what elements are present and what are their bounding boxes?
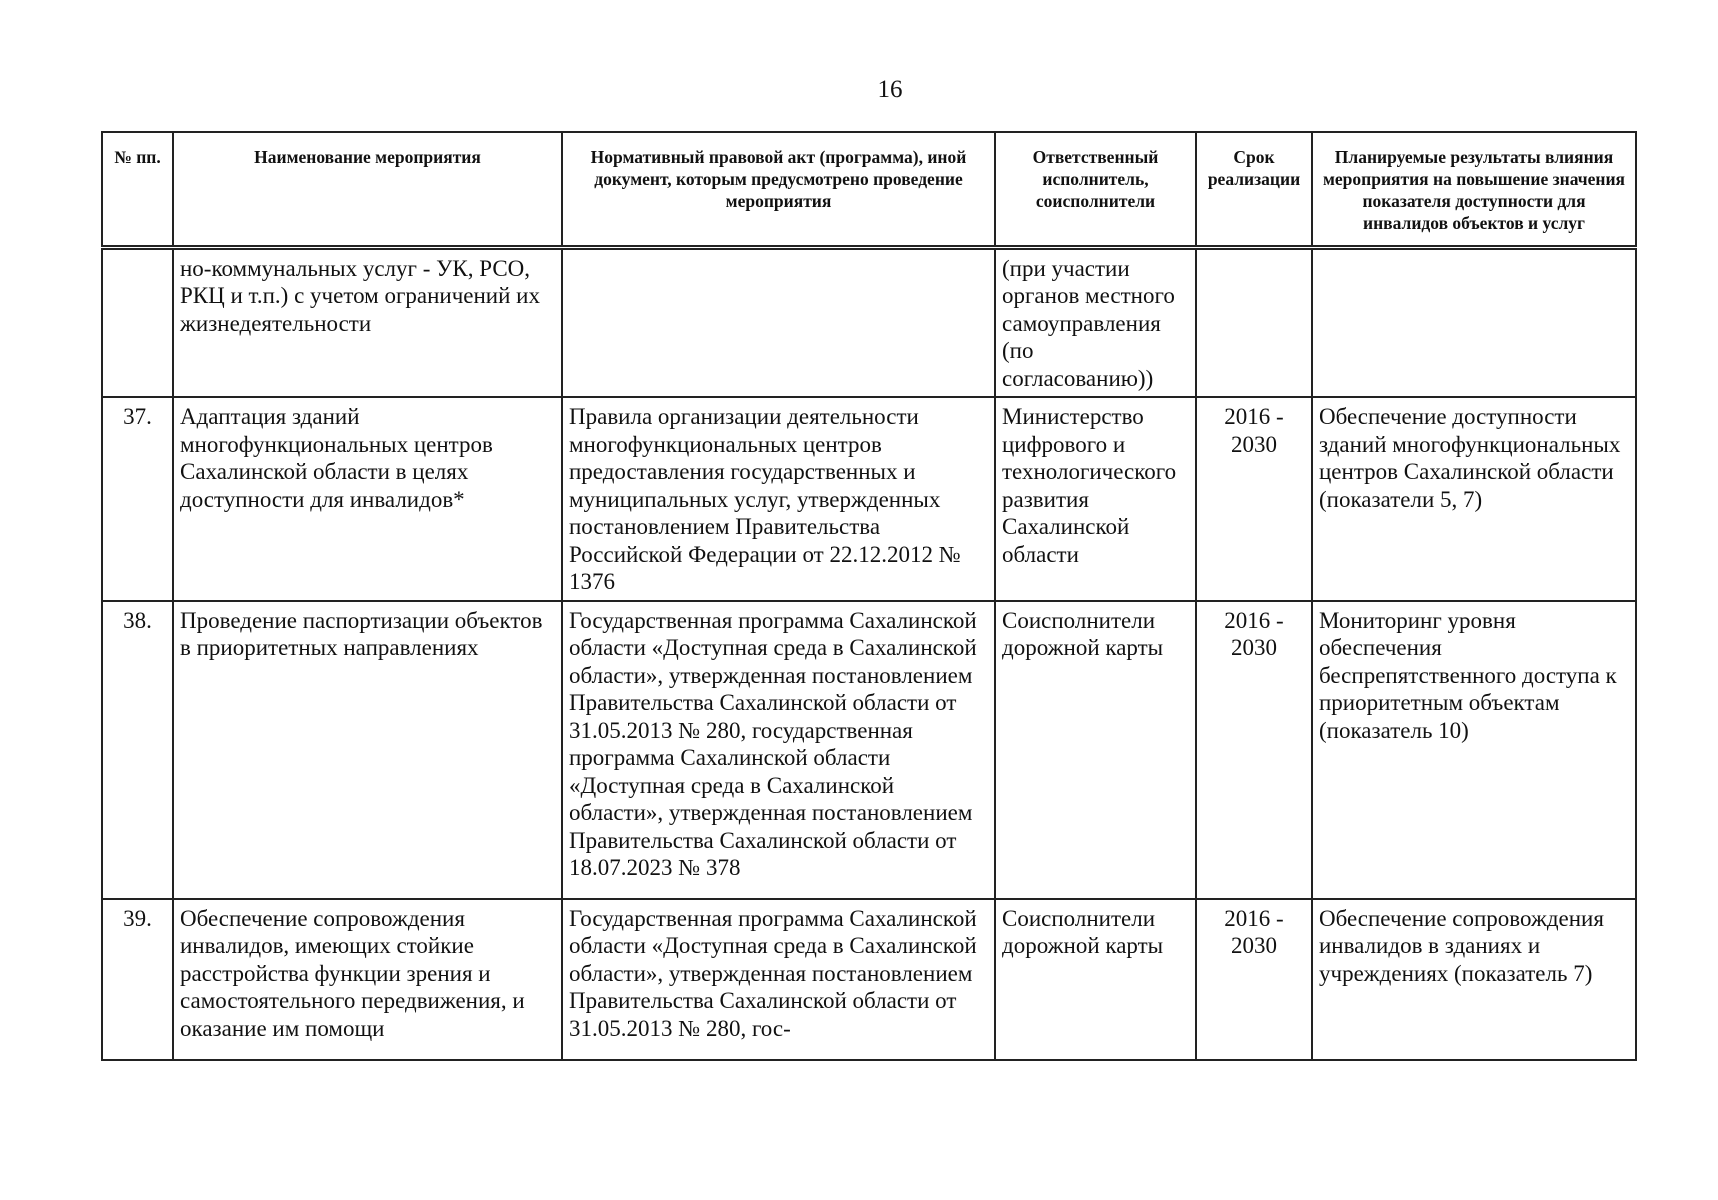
header-name: Наименование мероприятия	[173, 132, 562, 247]
row-results: Мониторинг уровня обеспечения беспрепятственного доступа к приоритетным объектам (показатель 10)	[1312, 601, 1636, 899]
row-num: 37.	[102, 397, 173, 601]
row-name: но-коммунальных услуг - УК, РСО, РКЦ и т.п.) с учетом ограничений их жизнедеятельности	[173, 247, 562, 397]
header-num: № пп.	[102, 132, 173, 247]
row-act: Государственная программа Сахалинской области «Доступная среда в Сахалинской области», утвержденная постановлением Правительства Сахалинской области от 31.05.2013 № 280, гос-	[562, 899, 995, 1060]
row-term: 2016 - 2030	[1196, 899, 1312, 1060]
header-executor: Ответственный исполнитель, соисполнители	[995, 132, 1196, 247]
row-act: Правила организации деятельности многофункциональных центров предоставления государственных и муниципальных услуг, утвержденных постановлением Правительства Российской Федерации от 22.12.2012 № 1376	[562, 397, 995, 601]
row-executor: (при участии органов местного самоуправления (по согласованию))	[995, 247, 1196, 397]
row-term	[1196, 247, 1312, 397]
row-num: 39.	[102, 899, 173, 1060]
header-term: Срок реализации	[1196, 132, 1312, 247]
row-act	[562, 247, 995, 397]
row-term: 2016 - 2030	[1196, 397, 1312, 601]
row-name: Проведение паспортизации объектов в приоритетных направлениях	[173, 601, 562, 899]
row-executor: Соисполнители дорожной карты	[995, 601, 1196, 899]
row-act: Государственная программа Сахалинской области «Доступная среда в Сахалинской области», утвержденная постановлением Правительства Сахалинской области от 31.05.2013 № 280, государственная программа Сахалинской области «Доступная среда в Сахалинской области», утвержденная постановлением Правительства Сахалинской области от 18.07.2023 № 378	[562, 601, 995, 899]
row-results: Обеспечение доступности зданий многофункциональных центров Сахалинской области (показатели 5, 7)	[1312, 397, 1636, 601]
row-num: 38.	[102, 601, 173, 899]
row-name: Обеспечение сопровождения инвалидов, имеющих стойкие расстройства функции зрения и самостоятельного передвижения, и оказание им помощи	[173, 899, 562, 1060]
row-num	[102, 247, 173, 397]
row-results: Обеспечение сопровождения инвалидов в зданиях и учреждениях (показатель 7)	[1312, 899, 1636, 1060]
row-executor: Соисполнители дорожной карты	[995, 899, 1196, 1060]
page-number: 16	[877, 76, 903, 103]
table-row	[102, 601, 1636, 899]
row-results	[1312, 247, 1636, 397]
header-act: Нормативный правовой акт (программа), иной документ, которым предусмотрено проведение мероприятия	[562, 132, 995, 247]
table-row	[102, 899, 1636, 1060]
row-name: Адаптация зданий многофункциональных центров Сахалинской области в целях доступности для инвалидов*	[173, 397, 562, 601]
header-results: Планируемые результаты влияния мероприятия на повышение значения показателя доступности для инвалидов объектов и услуг	[1312, 132, 1636, 247]
table-row	[102, 247, 1636, 397]
measures-table	[101, 131, 1637, 1061]
row-term: 2016 - 2030	[1196, 601, 1312, 899]
table-row	[102, 397, 1636, 601]
table-header-row	[102, 132, 1636, 247]
row-executor: Министерство цифрового и технологического развития Сахалинской области	[995, 397, 1196, 601]
